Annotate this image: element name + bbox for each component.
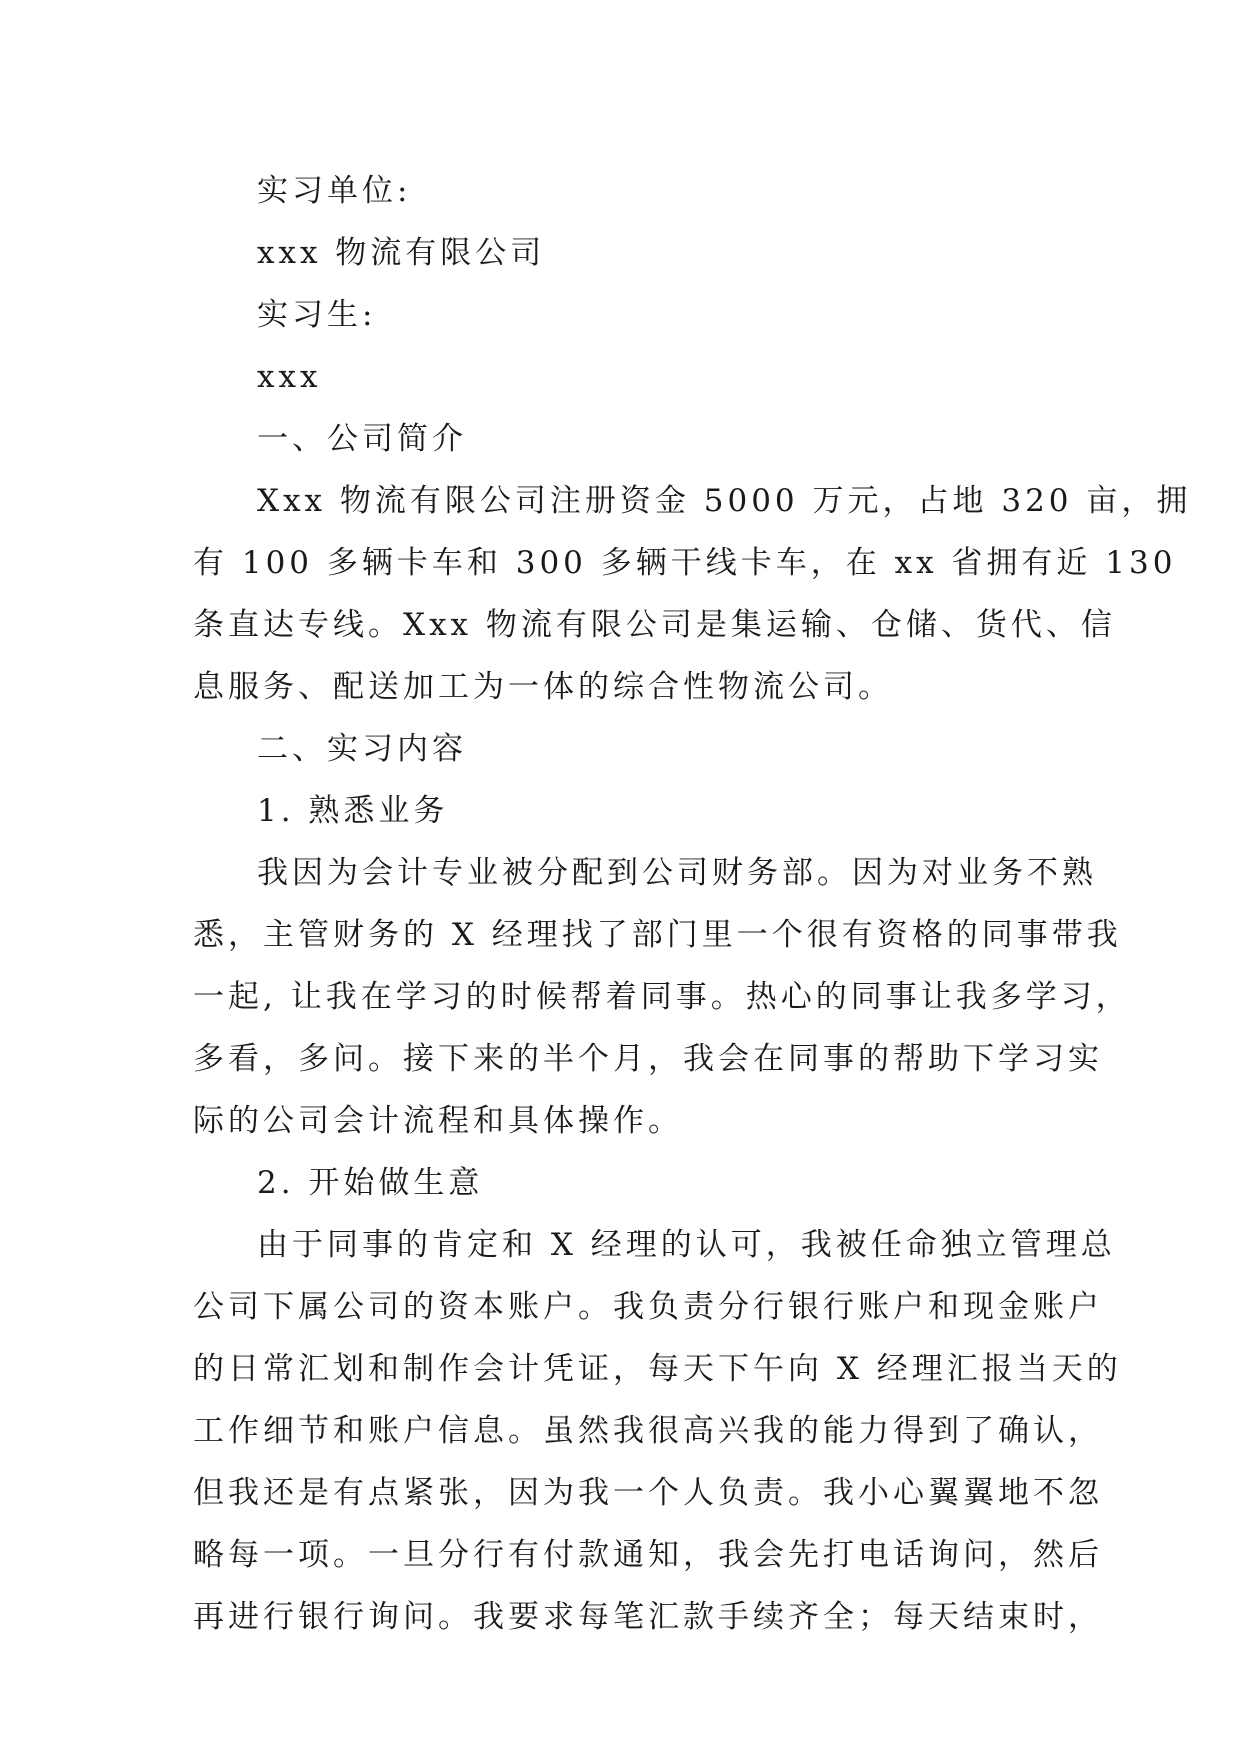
paragraph-line: 息服务、配送加工为一体的综合性物流公司。 xyxy=(193,669,893,705)
paragraph-line: 一起, 让我在学习的时候帮着同事。热心的同事让我多学习， xyxy=(193,979,1131,1015)
paragraph-line: 再进行银行询问。我要求每笔汇款手续齐全；每天结束时， xyxy=(193,1599,1103,1635)
familiarize-paragraph xyxy=(193,842,1131,1152)
paragraph-line: 悉，主管财务的 X 经理找了部门里一个很有资格的同事带我 xyxy=(193,917,1122,953)
paragraph-line: 公司下属公司的资本账户。我负责分行银行账户和现金账户 xyxy=(193,1289,1103,1325)
document-body xyxy=(193,160,1192,1648)
company-intro-paragraph xyxy=(193,470,1192,718)
paragraph-line: 我因为会计专业被分配到公司财务部。因为对业务不熟 xyxy=(257,855,1097,891)
intern-label: 实习生: xyxy=(257,297,377,333)
section-heading-internship-content: 二、实习内容 xyxy=(257,731,467,767)
start-business-paragraph xyxy=(193,1214,1122,1648)
paragraph-line: 由于同事的肯定和 X 经理的认可，我被任命独立管理总 xyxy=(257,1227,1116,1263)
paragraph-line: Xxx 物流有限公司注册资金 5000 万元，占地 320 亩，拥 xyxy=(257,483,1192,519)
internship-unit-label: 实习单位: xyxy=(257,173,412,209)
paragraph-line: 略每一项。一旦分行有付款通知，我会先打电话询问，然后 xyxy=(193,1537,1103,1573)
paragraph-line: 条直达专线。Xxx 物流有限公司是集运输、仓储、货代、信 xyxy=(193,607,1116,643)
subsection-heading-start-business: 2. 开始做生意 xyxy=(257,1165,484,1201)
paragraph-line: 工作细节和账户信息。虽然我很高兴我的能力得到了确认， xyxy=(193,1413,1103,1449)
paragraph-line: 但我还是有点紧张，因为我一个人负责。我小心翼翼地不忽 xyxy=(193,1475,1103,1511)
paragraph-line: 的日常汇划和制作会计凭证，每天下午向 X 经理汇报当天的 xyxy=(193,1351,1122,1387)
paragraph-line: 有 100 多辆卡车和 300 多辆干线卡车，在 xx 省拥有近 130 xyxy=(193,545,1177,581)
paragraph-line: 多看，多问。接下来的半个月，我会在同事的帮助下学习实 xyxy=(193,1041,1103,1077)
intern-name: xxx xyxy=(257,359,322,395)
subsection-heading-familiarize: 1. 熟悉业务 xyxy=(257,793,449,829)
section-heading-company-intro: 一、公司简介 xyxy=(257,421,467,457)
paragraph-line: 际的公司会计流程和具体操作。 xyxy=(193,1103,683,1139)
internship-unit-name: xxx 物流有限公司 xyxy=(257,235,546,271)
